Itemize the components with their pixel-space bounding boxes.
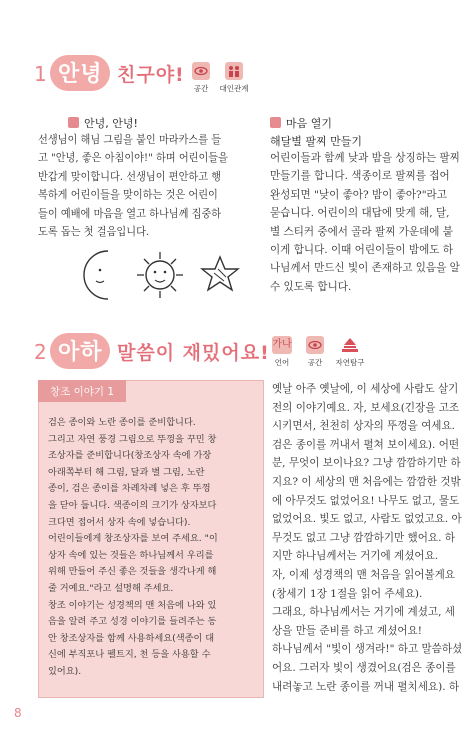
eye-icon [306, 336, 324, 354]
story-tag [38, 380, 126, 402]
right-heading: 마음 열기 [286, 117, 333, 130]
story-narrative: 옛날 아주 옛날에, 이 세상에 사람도 살기 전의 이야기예요. 자, 보세요(긴장을 고조 시키면서, 천천히 상자의 뚜껑을 여세요. 검은 종이를 꺼내서 펼쳐 보이세요). 어떤 분, 무엇이 보이나요? 그냥 깜깜하기만 하 지요? 이 세상의 맨 처음에는 깜깜한 것밖 에 아무것도 없었어요! 나무도 없고, 물도 없었어요. 빛도 없고, 사람도 없었고요. 아 무것도 없고 그냥 깜깜하기만 했어요. 하 지만 하나님께서는 거기에 계셨어요. 자, 이제 성경책의 맨 처음을 읽어볼게요 (창세기 1장 1절을 읽어 주세요). 그래요, 하나님께서는 거기에 계셨고, 세 상을 만들 준비를 하고 계셨어요! 하나님께서 "빛이 생겨라!" 하고 말씀하셨 어요. 그러자 빛이 생겼어요(검은 종이를 내려놓고 노란 종이를 꺼내 펼치세요). 하 [272, 383, 463, 693]
heart-icon [270, 117, 281, 128]
section-pill-label: 아하 [58, 340, 103, 365]
nature-icon [341, 336, 359, 354]
story-tag-label: 창조 이야기 1 [50, 386, 115, 398]
left-heading: 안녕, 안녕! [84, 117, 138, 130]
right-subheading: 해달별 팔찌 만들기 [270, 135, 363, 148]
category-label: 공간 [193, 84, 209, 93]
people-icon [225, 62, 243, 80]
language-icon: 가나 [272, 336, 292, 354]
category-label: 자연탐구 [335, 358, 365, 367]
category-label: 공간 [307, 358, 323, 367]
story-box-text: 검은 종이와 노란 종이를 준비합니다. 그리고 자연 풍경 그림으로 뚜껑을 꾸민 창 조상자를 준비합니다(창조상자 속에 가장 아래쪽부터 해 그림, 달과 별 그림, 노란 종이, 검은 종이를 차례차례 넣은 후 뚜껑 을 닫아 둡니다. 색종이의 크기가 상자보다 크다면 접어서 상자 속에 넣습니다). 어린이들에게 창조상자를 보여 주세요. "이 상자 속에 있는 것들은 하나님께서 우리를 위해 만들어 주신 좋은 것들을 생각나게 해 줄 거예요."라고 설명해 주세요. 창조 이야기는 성경책의 맨 처음에 나와 있 음을 알려 주고 성경 이야기를 들려주는 동 안 창조상자를 함께 사용하세요(색종이 대 신에 부직포나 펠트지, 천 등을 사용할 수 있어요). [48, 417, 218, 677]
section-pill-label: 안녕 [58, 62, 103, 87]
star-icon [202, 257, 238, 290]
sun-icon [137, 252, 183, 298]
category-label: 언어 [274, 358, 290, 367]
moon-icon [84, 251, 108, 299]
section-title: 말씀이 재밌어요! [117, 342, 270, 364]
right-paragraph: 어린이들과 함께 낮과 밤을 상징하는 팔찌 만들기를 합니다. 색종이로 팔찌를 접어 완성되면 "낮이 좋아? 밤이 좋아?"라고 묻습니다. 어린이의 대답에 맞게 해, 달, 별 스티커 중에서 골라 팔찌 가운데에 붙 이게 합니다. 이때 어린이들이 밤에도 하 나님께서 만드신 빛이 존재하고 있음을 알 수 있도록 합니다. [270, 152, 460, 293]
left-paragraph: 선생님이 해님 그림을 붙인 마라카스를 들 고 "안녕, 좋은 아침이야!" 하며 어린이들을 반갑게 맞이합니다. 선생님이 편안하고 행 복하게 어린이들을 맞이하는 것은 어린이 들이 예배에 마음을 열고 하나님께 집중하 도록 돕는 첫 걸음입니다. [38, 134, 228, 239]
section-number: 1 [34, 62, 47, 86]
category-label: 대인관계 [219, 84, 249, 93]
eye-icon [192, 62, 210, 80]
activity-icon [68, 117, 79, 128]
section-number: 2 [34, 340, 47, 364]
page-number: 8 [14, 706, 22, 720]
section-title: 친구야! [117, 64, 185, 86]
moon-sun-star-illustration [80, 245, 250, 305]
